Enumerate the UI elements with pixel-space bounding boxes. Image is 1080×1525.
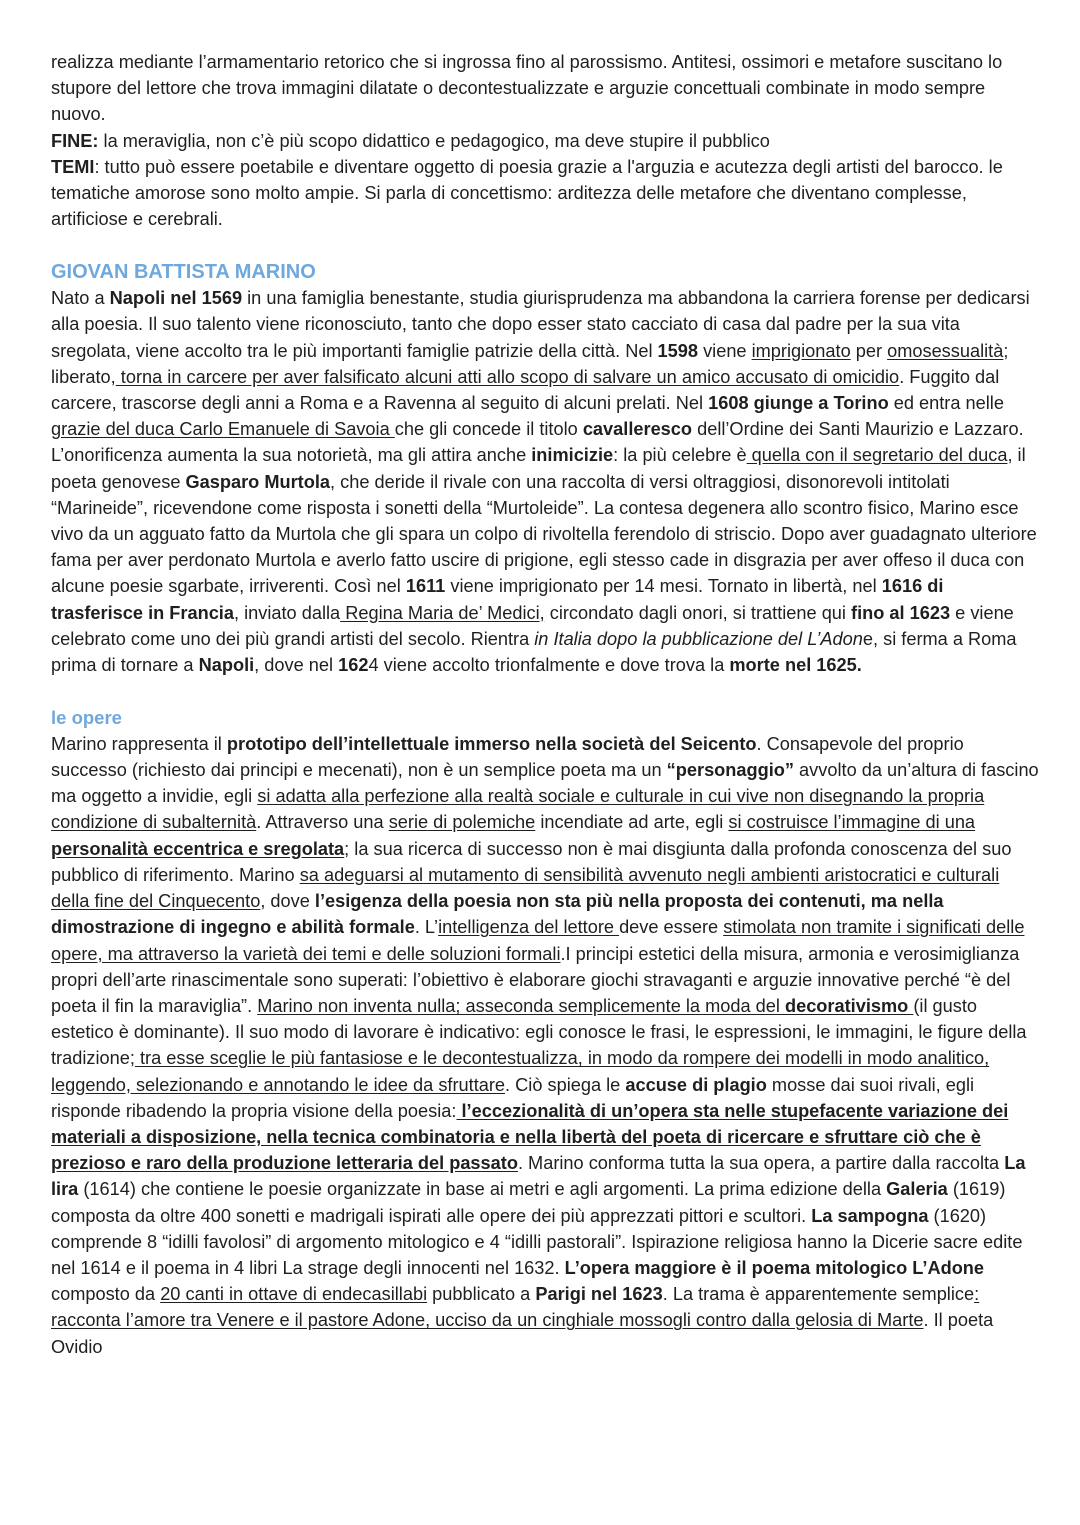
fine-line: FINE: la meraviglia, non c’è più scopo didattico e pedagogico, ma deve stupire il pubblico bbox=[51, 130, 770, 151]
temi-paragraph: TEMI: tutto può essere poetabile e diventare oggetto di poesia grazie a l'arguzia e acutezza degli artisti del barocco. le tematiche amorose sono molto ampie. Si parla di concettismo: arditezza delle metafore che diventano complesse, artificiose e cerebrali. bbox=[51, 156, 1003, 230]
temi-label: TEMI bbox=[51, 156, 95, 177]
opere-heading: le opere bbox=[51, 706, 122, 728]
fine-label: FINE: bbox=[51, 130, 99, 151]
opere-paragraph: Marino rappresenta il prototipo dell’intellettuale immerso nella società del Seicento. Consapevole del proprio successo (richiesto dai principi e mecenati), non è un semplice poeta ma un “personaggio” avvolto da un’altura di fascino ma oggetto a invidie, egli si adatta alla perfezione alla realtà sociale e culturale in cui vive non disegnando la propria condizione di subalternità. Attraverso una serie di polemiche incendiate ad arte, egli si costruisce l’immagine di una personalità eccentrica e sregolata; la sua ricerca di successo non è mai disgiunta dalla profonda conoscenza del suo pubblico di riferimento. Marino sa adeguarsi al mutamento di sensibilità avvenuto negli ambienti aristocratici e culturali della fine del Cinquecento, dove l’esigenza della poesia non sta più nella proposta dei contenuti, ma nella dimostrazione di ingegno e abilità formale. L’intelligenza del lettore deve essere stimolata non tramite i significati delle opere, ma attraverso la varietà dei temi e delle soluzioni formali.I principi estetici della misura, armonia e verosimiglianza propri dell’arte rinascimentale sono superati: l’obiettivo è elaborare giochi stravaganti e arguzie innovative perché “è del poeta il fin la maraviglia”. Marino non inventa nulla; asseconda semplicemente la moda del decorativismo (il gusto estetico è dominante). Il suo modo di lavorare è indicativo: egli conosce le frasi, le espressioni, le immagini, le figure della tradizione; tra esse sceglie le più fantasiose e le decontestualizza, in modo da rompere dei modelli in modo analitico, leggendo, selezionando e annotando le idee da sfruttare. Ciò spiega le accuse di plagio mosse dai suoi rivali, egli risponde ribadendo la propria visione della poesia: l’eccezionalità di un’opera sta nelle stupefacente variazione dei materiali a disposizione, nella tecnica combinatoria e nella libertà del poeta di ricercare e sfruttare ciò che è prezioso e raro della produzione letteraria del passato. Marino conforma tutta la sua opera, a partire dalla raccolta La lira (1614) che contiene le poesie organizzate in base ai metri e agli argomenti. La prima edizione della Galeria (1619) composta da oltre 400 sonetti e madrigali ispirati alle opere dei più apprezzati pittori e scultori. La sampogna (1620) comprende 8 “idilli favolosi” di argomento mitologico e 4 “idilli pastorali”. Ispirazione religiosa hanno la Dicerie sacre edite nel 1614 e il poema in 4 libri La strage degli innocenti nel 1632. L’opera maggiore è il poema mitologico L’Adone composto da 20 canti in ottave di endecasillabi pubblicato a Parigi nel 1623. La trama è apparentemente semplice: racconta l’amore tra Venere e il pastore Adone, ucciso da un cinghiale mossogli contro dalla gelosia di Marte. Il poeta Ovidio bbox=[51, 733, 1039, 1357]
marino-biography: Nato a Napoli nel 1569 in una famiglia benestante, studia giurisprudenza ma abbandona la carriera forense per dedicarsi alla poesia. Il suo talento viene riconosciuto, tanto che dopo esser stato cacciato di casa dal padre per la sua vita sregolata, viene accolto tra le più importanti famiglie patrizie della città. Nel 1598 viene imprigionato per omosessualità; liberato, torna in carcere per aver falsificato alcuni atti allo scopo di salvare un amico accusato di omicidio. Fuggito dal carcere, trascorse degli anni a Roma e a Ravenna al seguito di alcuni prelati. Nel 1608 giunge a Torino ed entra nelle grazie del duca Carlo Emanuele di Savoia che gli concede il titolo cavalleresco dell’Ordine dei Santi Maurizio e Lazzaro. L’onorificenza aumenta la sua notorietà, ma gli attira anche inimicizie: la più celebre è quella con il segretario del duca, il poeta genovese Gasparo Murtola, che deride il rivale con una raccolta di versi oltraggiosi, disonorevoli intitolati “Marineide”, ricevendone come risposta i sonetti della “Murtoleide”. La contesa degenera allo scontro fisico, Marino esce vivo da un agguato fatto da Murtola che gli spara un colpo di rivoltella ferendolo di striscio. Dopo aver guadagnato ulteriore fama per aver perdonato Murtola e averlo fatto uscire di prigione, egli stesso cade in disgrazia per aver offeso il duca con alcune poesie sgarbate, irriverenti. Così nel 1611 viene imprigionato per 14 mesi. Tornato in libertà, nel 1616 di trasferisce in Francia, inviato dalla Regina Maria de’ Medici, circondato dagli onori, si trattiene qui fino al 1623 e viene celebrato come uno dei più grandi artisti del secolo. Rientra in Italia dopo la pubblicazione del L’Adone, si ferma a Roma prima di tornare a Napoli, dove nel 1624 viene accolto trionfalmente e dove trova la morte nel 1625. bbox=[51, 288, 1037, 675]
marino-heading: GIOVAN BATTISTA MARINO bbox=[51, 260, 316, 283]
intro-paragraph: realizza mediante l’armamentario retorico che si ingrossa fino al parossismo. Antitesi, ossimori e metafore suscitano lo stupore del lettore che trova immagini dilatate o decontestualizzate e arguzie concettuali combinate in modo sempre nuovo. bbox=[51, 52, 1003, 125]
